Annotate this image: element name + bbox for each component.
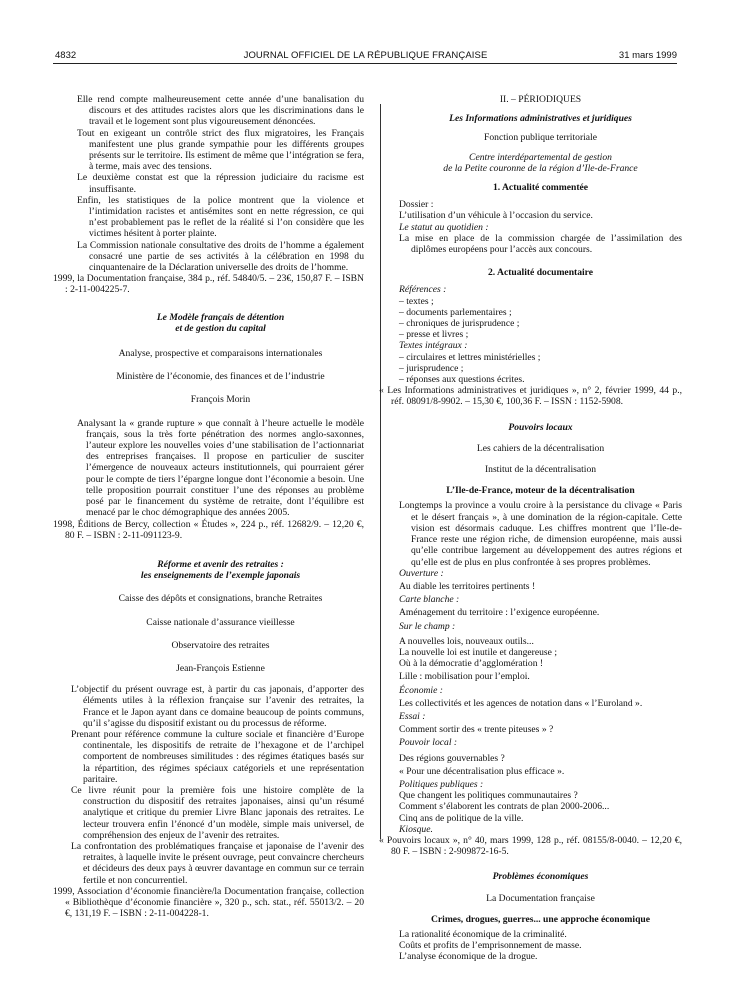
- rubric-text: Au diable les territoires pertinents !: [399, 580, 536, 592]
- periodical-subtitle: Les cahiers de la décentralisation: [476, 442, 605, 454]
- publication-reference: « Pouvoirs locaux », n° 40, mars 1999, 128 p., réf. 08155/8-0040. – 12,20 €, 80 F. – ISBN : 2-909872-16-5.: [379, 834, 682, 858]
- book-title-cont: les enseignements de l’exemple japonais: [140, 570, 301, 582]
- book-publisher: Ministère de l’économie, des finances et de l’industrie: [116, 371, 325, 383]
- column-divider: [380, 104, 381, 839]
- list-item: La nouvelle loi est inutile et dangereuse ;: [399, 646, 557, 658]
- section-heading: II. – PÉRIODIQUES: [499, 94, 582, 105]
- rubric-heading: Crimes, drogues, guerres... une approche économique: [430, 913, 651, 925]
- list-item: – chroniques de jurisprudence ;: [399, 318, 520, 330]
- list-item: Elle rend compte malheureusement cette année d’une banalisation du discours et des attitudes racistes alors que les discriminations dans le travail et le logement sont plus vigoureusement dénoncées.: [77, 94, 364, 128]
- list-item: Coûts et profits de l’emprisonnement de masse.: [399, 940, 582, 952]
- list-item: – documents parlementaires ;: [399, 306, 512, 318]
- rubric-label: Économie :: [399, 684, 443, 696]
- rubric-heading: 2. Actualité documentaire: [487, 267, 594, 279]
- publication-reference: 1999, la Documentation française, 384 p., réf. 54840/5. – 23€, 150,87 F. – ISBN : 2-11-004225-7.: [53, 273, 364, 296]
- rubric-label: Références :: [399, 284, 447, 296]
- periodical-publisher: Institut de la décentralisation: [484, 464, 597, 476]
- rubric-label: Pouvoir local :: [399, 737, 458, 749]
- list-item: Que changent les politiques communautaires ?: [399, 790, 578, 802]
- book-organization: Caisse nationale d’assurance vieillesse: [146, 616, 295, 628]
- periodical-subtitle: Fonction publique territoriale: [484, 132, 597, 144]
- list-item: « Pour une décentralisation plus efficace ».: [399, 765, 565, 777]
- periodical-title: Pouvoirs locaux: [508, 421, 573, 433]
- rubric-label: Ouverture :: [399, 567, 444, 579]
- rubric-label: Kiosque.: [399, 823, 433, 835]
- header-rule: [53, 63, 677, 64]
- rubric-text: La mise en place de la commission chargée de l’assimilation des diplômes européens pour l’accès aux concours.: [399, 232, 682, 256]
- rubric-heading: 1. Actualité commentée: [492, 182, 589, 194]
- book-organization: Caisse des dépôts et consignations, branche Retraites: [118, 593, 323, 605]
- right-column: [379, 94, 682, 963]
- rubric-label: Le statut au quotidien :: [399, 221, 489, 233]
- list-item: – presse et livres ;: [399, 329, 469, 341]
- list-item: L’analyse économique de la drogue.: [399, 951, 538, 963]
- rubric-label: Dossier :: [399, 199, 434, 211]
- list-item: – réponses aux questions écrites.: [399, 374, 525, 386]
- rubric-label: Politiques publiques :: [399, 778, 484, 790]
- publication-reference: « Les Informations administratives et juridiques », n° 2, février 1999, 44 p., réf. 08091/8-9902. – 15,30 €, 100,36 F. – ISSN : 1152-5908.: [379, 385, 682, 408]
- periodical-publisher: La Documentation française: [486, 892, 595, 904]
- periodical-publisher: Centre interdépartemental de gestion: [469, 151, 612, 163]
- book-title: Réforme et avenir des retraites :: [157, 558, 284, 570]
- book-title-cont: et de gestion du capital: [175, 322, 266, 334]
- page-header: [0, 46, 731, 60]
- rubric-text: Aménagement du territoire : l’exigence européenne.: [399, 607, 600, 619]
- periodical-title: Les Informations administratives et juridiques: [449, 113, 632, 125]
- rubric-label: Essai :: [399, 710, 426, 722]
- list-item: La rationalité économique de la criminalité.: [399, 928, 567, 940]
- page-number: 4832: [55, 50, 77, 61]
- rubric-text: Comment sortir des « trente piteuses » ?: [399, 724, 554, 736]
- book-organization: Observatoire des retraites: [171, 639, 270, 651]
- list-item: Où à la démocratie d’agglomération !: [399, 658, 544, 670]
- rubric-label: Carte blanche :: [399, 594, 460, 606]
- issue-date: 31 mars 1999: [618, 50, 677, 61]
- publication-reference: 1998, Éditions de Bercy, collection « Études », 224 p., réf. 12682/9. – 12,20 €, 80 F. – ISBN : 2-11-091123-9.: [53, 518, 364, 541]
- book-subtitle: Analyse, prospective et comparaisons internationales: [118, 348, 323, 360]
- rubric-text: L’utilisation d’un véhicule à l’occasion du service.: [399, 210, 593, 222]
- list-item: Des régions gouvernables ?: [399, 752, 505, 764]
- list-item: – circulaires et lettres ministérielles ;: [399, 351, 541, 363]
- list-item: Ce livre réunit pour la première fois une histoire complète de la construction du dispositif des retraites japonaises, ainsi qu’un résumé analytique et critique du premier Livre Blanc japonais des retraites. Le lecteur trouvera enfin l’énoncé d’un modèle, simple mais universel, de compréhension des enjeux de l’avenir des retraites.: [71, 784, 364, 841]
- list-item: La confrontation des problématiques française et japonaise de l’avenir des retraites, à laquelle invite le présent ouvrage, peut convaincre chercheurs et décideurs des deux pays à œuvrer davantage en commun sur ce terrain fertile et non concurrentiel.: [71, 840, 364, 886]
- rubric-text: Les collectivités et les agences de notation dans « l’Euroland ».: [399, 697, 643, 709]
- list-item: Prenant pour référence commune la culture sociale et financière d’Europe continentale, les dispositifs de retraite de l’hexagone et de l’archipel comportent de nombreuses similitudes : des régimes étatiques basés sur la répartition, des régimes spéciaux catégoriels et une représentation paritaire.: [71, 728, 364, 785]
- book-summary: Analysant la « grande rupture » que connaît à l’heure actuelle le modèle français, sous la très forte pénétration des normes anglo-saxonnes, l’auteur explore les nouvelles voies d’une stabilisation de l’actionnariat des entreprises françaises. Il propose en particulier de susciter l’émergence de nouveaux acteurs institutionnels, qui pourraient gérer pour le compte de tiers l’épargne longue dont l’économie a besoin. Une telle proposition pourrait constituer l’une des réponses au problème posé par le financement du système de retraite, dont l’équilibre est menacé par le choc démographique des années 2005.: [77, 417, 364, 519]
- rubric-text: Longtemps la province a voulu croire à la persistance du clivage « Paris et le désert français », à une domination de la région-capitale. Cette vision est désormais caduque. Les chiffres montrent que l’Ile-de-France reste une région riche, de dimension européenne, mais aussi qu’elle contribue largement au développement des autres régions et qu’elle est de plus en plus confrontée à ses propres problèmes.: [399, 500, 682, 568]
- list-item: – textes ;: [399, 295, 434, 307]
- list-item: Enfin, les statistiques de la police montrent que la violence et l’intimidation racistes et antisémites sont en nette régression, ce qui n’est probablement pas le reflet de la réalité si l’on considère que les victimes hésitent à porter plainte.: [77, 194, 364, 240]
- book-title: Le Modèle français de détention: [156, 311, 285, 323]
- list-item: Tout en exigeant un contrôle strict des flux migratoires, les Français manifestent une plus grande sympathie pour les différents groupes présents sur le territoire. Ils estiment de même que l’intégration se fera, à terme, mais avec des tensions.: [77, 127, 364, 173]
- periodical-publisher-cont: de la Petite couronne de la région d’Ile-de-France: [443, 162, 638, 174]
- list-item: A nouvelles lois, nouveaux outils...: [399, 635, 534, 647]
- rubric-label: Sur le champ :: [399, 620, 456, 632]
- publication-reference: 1999, Association d’économie financière/la Documentation française, collection « Bibliothèque d’économie financière », 320 p., sch. stat., réf. 55013/2. – 20 €, 131,19 F. – ISBN : 2-11-004228-1.: [53, 885, 364, 920]
- left-column: [53, 94, 364, 920]
- list-item: Lille : mobilisation pour l’emploi.: [399, 671, 530, 683]
- list-item: Le deuxième constat est que la répression judiciaire du racisme est insuffisante.: [77, 172, 364, 195]
- book-author: François Morin: [190, 394, 251, 406]
- list-item: – jurisprudence ;: [399, 362, 464, 374]
- periodical-title: Problèmes économiques: [492, 871, 589, 883]
- journal-title: JOURNAL OFFICIEL DE LA RÉPUBLIQUE FRANÇAISE: [243, 50, 488, 61]
- rubric-heading: L’Ile-de-France, moteur de la décentralisation: [446, 485, 635, 497]
- book-author: Jean-François Estienne: [176, 662, 265, 674]
- list-item: Comment s’élaborent les contrats de plan 2000-2006...: [399, 801, 610, 813]
- list-item: Cinq ans de politique de la ville.: [399, 812, 524, 824]
- list-item: La Commission nationale consultative des droits de l’homme a également consacré une partie de ses activités à la célébration en 1998 du cinquantenaire de la Déclaration universelle des droits de l’homme.: [77, 239, 364, 274]
- rubric-label: Textes intégraux :: [399, 340, 468, 352]
- list-item: L’objectif du présent ouvrage est, à partir du cas japonais, d’apporter des éléments utiles à la réflexion française sur l’avenir des retraites, la France et le Japon ayant dans ce domaine beaucoup de points communs, qu’il s’agisse du dispositif existant ou du processus de réforme.: [71, 684, 364, 729]
